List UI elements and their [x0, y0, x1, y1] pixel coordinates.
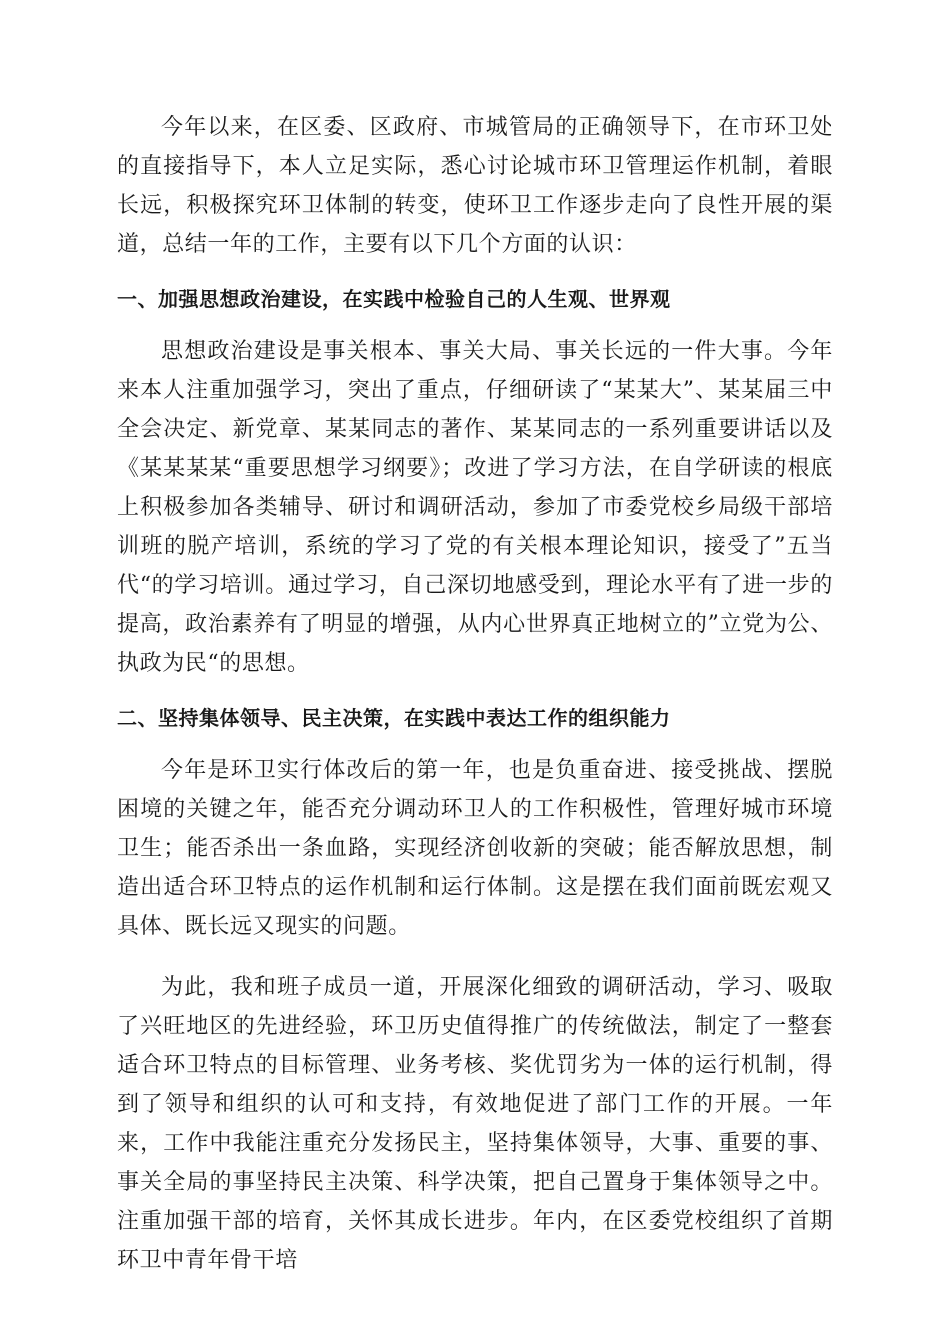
spacer — [117, 314, 833, 332]
section-2-paragraph-1: 今年是环卫实行体改后的第一年，也是负重奋进、接受挑战、摆脱困境的关键之年，能否充分调动环卫人的工作积极性，管理好城市环境卫生；能否杀出一条血路，实现经济创收新的突破；能否解放思想，制造出适合环卫特点的运作机制和运行体制。这是摆在我们面前既宏观又具体、既长远又现实的问题。 — [117, 758, 833, 939]
spacer — [117, 946, 833, 968]
spacer — [117, 264, 833, 284]
document-body — [117, 108, 833, 1280]
spacer — [117, 683, 833, 703]
section-2-paragraph-2: 为此，我和班子成员一道，开展深化细致的调研活动，学习、吸取了兴旺地区的先进经验，环卫历史值得推广的传统做法，制定了一整套适合环卫特点的目标管理、业务考核、奖优罚劣为一体的运行机制，得到了领导和组织的认可和支持，有效地促进了部门工作的开展。一年来，工作中我能注重充分发扬民主，坚持集体领导，大事、重要的事、事关全局的事坚持民主决策、科学决策，把自己置身于集体领导之中。注重加强干部的培育，关怀其成长进步。年内，在区委党校组织了首期环卫中青年骨干培 — [117, 975, 833, 1273]
intro-paragraph: 今年以来，在区委、区政府、市城管局的正确领导下，在市环卫处的直接指导下，本人立足实际，悉心讨论城市环卫管理运作机制，着眼长远，积极探究环卫体制的转变，使环卫工作逐步走向了良性开展的渠道，总结一年的工作，主要有以下几个方面的认识： — [117, 115, 833, 257]
section-heading-1: 一、加强思想政治建设，在实践中检验自己的人生观、世界观 — [117, 287, 671, 311]
section-1-paragraph: 思想政治建设是事关根本、事关大局、事关长远的一件大事。今年来本人注重加强学习，突出了重点，仔细研读了“某某大”、某某届三中全会决定、新党章、某某同志的著作、某某同志的一系列重要讲话以及《某某某某“重要思想学习纲要》；改进了学习方法，在自学研读的根底上积极参加各类辅导、研讨和调研活动，参加了市委党校乡局级干部培训班的脱产培训，系统的学习了党的有关根本理论知识，接受了”五当代“的学习培训。通过学习，自己深切地感受到，理论水平有了进一步的提高，政治素养有了明显的增强，从内心世界真正地树立的”立党为公、执政为民“的思想。 — [117, 339, 833, 676]
section-heading-2: 二、坚持集体领导、民主决策，在实践中表达工作的组织能力 — [117, 706, 671, 730]
spacer — [117, 733, 833, 751]
